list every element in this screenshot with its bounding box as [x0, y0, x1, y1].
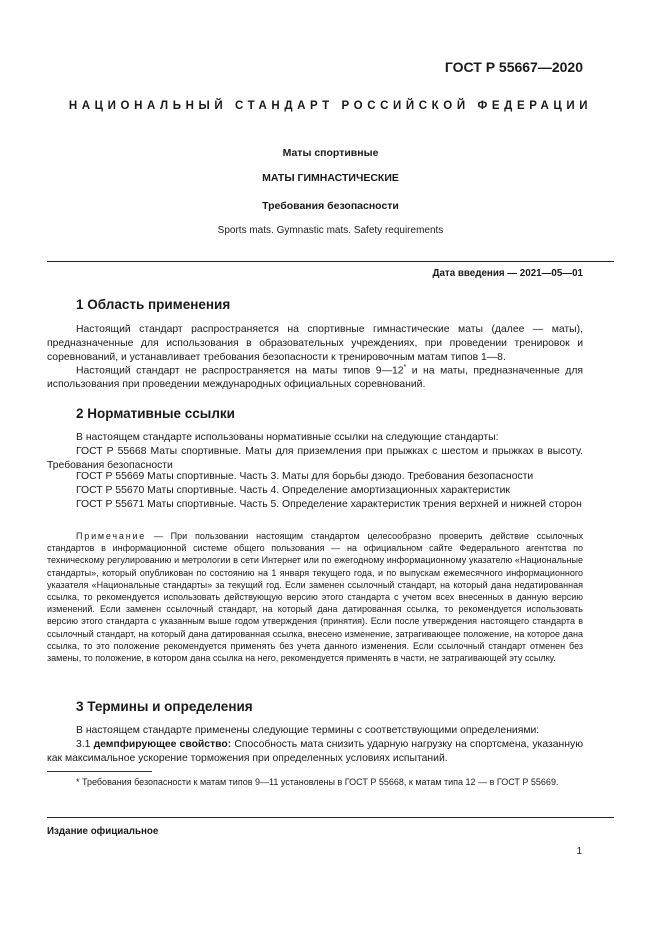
section2-note	[47, 530, 583, 664]
reference-item: ГОСТ Р 55669 Маты спортивные. Часть 3. Маты для борьбы дзюдо. Требования безопасности	[76, 471, 534, 482]
national-standard-heading: НАЦИОНАЛЬНЫЙ СТАНДАРТ РОССИЙСКОЙ ФЕДЕРАЦИИ	[68, 100, 593, 112]
footnote-divider	[47, 771, 152, 772]
term-number: 3.1	[76, 739, 94, 750]
title-english: Sports mats. Gymnastic mats. Safety requirements	[217, 225, 444, 236]
reference-item: ГОСТ Р 55671 Маты спортивные. Часть 5. Определение характеристик трения верхней и нижней сторон	[76, 499, 582, 510]
note-text: — При пользовании настоящим стандартом целесообразно проверить действие ссылочных стандартов в информационной системе общего пользования — на официальном сайте Федерального агентства по техническому регулированию и метрологии в сети Интернет или по ежегодному информационному указателю «Национальные стандарты», который опубликован по состоянию на 1 января текущего года, и по выпускам ежемесячного информационного указателя «Национальные стандарты» за текущий год. Если заменен ссылочный стандарт, на который дана недатированная ссылка, то рекомендуется использовать действующую версию этого стандарта с учетом всех внесенных в данную версию изменений. Если заменен ссылочный стандарт, на который дана датированная ссылка, то рекомендуется использовать версию этого стандарта с указанным выше годом утверждения (принятия). Если после утверждения настоящего стандарта в ссылочный стандарт, на который дана датированная ссылка, внесено изменение, затрагивающее положение, на которое дана ссылка, то это положение рекомендуется применять без учета данного изменения. Если ссылочный стандарт отменен без замены, то положение, в котором дана ссылка на него, рекомендуется применять в части, не затрагивающей эту ссылку.	[47, 531, 583, 664]
title-sub: Требования безопасности	[262, 200, 399, 212]
intro-date: Дата введения — 2021—05—01	[432, 268, 583, 279]
title-main: МАТЫ ГИМНАСТИЧЕСКИЕ	[262, 172, 399, 184]
section3-intro: В настоящем стандарте применены следующие термины с соответствующими определениями:	[76, 725, 540, 736]
footnote-marker: *	[403, 364, 407, 371]
term-definition	[47, 738, 583, 766]
footnote: * Требования безопасности к матам типов 9—11 установлены в ГОСТ Р 55668, к матам типа 12 — в ГОСТ Р 55669.	[76, 777, 559, 787]
section1-p2-text-b: и на маты, предназначенные для использования при проведении международных официальных соревнований.	[47, 365, 584, 391]
edition-label: Издание официальное	[47, 826, 159, 837]
gost-number: ГОСТ Р 55667—2020	[444, 59, 583, 75]
section1-p2-text-a: Настоящий стандарт не распространяется на маты типов 9—12	[76, 365, 404, 377]
section2-heading: 2 Нормативные ссылки	[76, 406, 235, 421]
section1-heading: 1 Область применения	[76, 297, 231, 312]
page-number: 1	[576, 846, 582, 857]
reference-item: ГОСТ Р 55668 Маты спортивные. Маты для приземления при прыжках с шестом и прыжках в высоту. Требования безопасности	[47, 446, 583, 471]
term-name: демпфирующее свойство:	[93, 739, 232, 750]
section1-paragraph-1: Настоящий стандарт распространяется на спортивные гимнастические маты (далее — маты), предназначенные для использования в образовательных учреждениях, при проведении тренировок и соревнований, и устанавливает требования безопасности к тренировочным матам типов 1—8.	[47, 324, 583, 363]
reference-item: ГОСТ Р 55670 Маты спортивные. Часть 4. Определение амортизационных характеристик	[76, 485, 510, 496]
title-group: Маты спортивные	[282, 147, 379, 159]
divider-top	[47, 261, 614, 262]
divider-bottom	[47, 817, 614, 818]
section1-paragraph-2	[47, 361, 583, 392]
section3-heading: 3 Термины и определения	[76, 699, 253, 714]
term-text: Способность мата снизить ударную нагрузку на спортсмена, указанную как максимальное ускорение торможения при определенных условиях испытаний.	[47, 739, 583, 764]
note-label: Примечание	[76, 531, 147, 541]
section2-intro: В настоящем стандарте использованы нормативные ссылки на следующие стандарты:	[76, 432, 499, 443]
